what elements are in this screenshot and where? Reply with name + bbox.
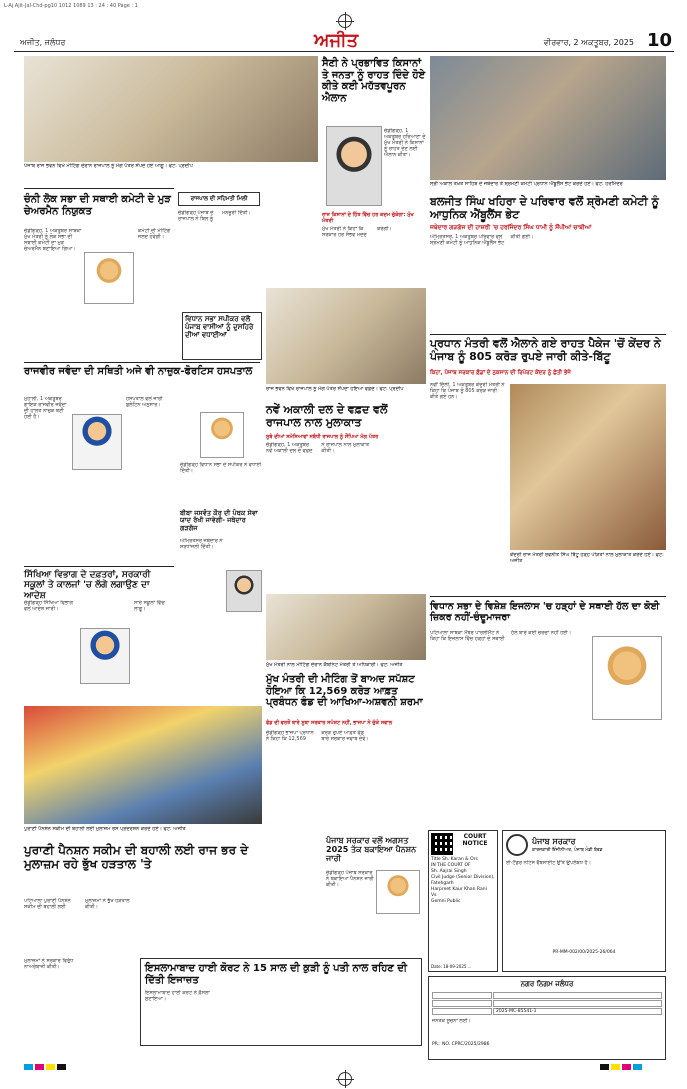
- cm-meeting-caption: ਮੁੱਖ ਮੰਤਰੀ ਨਾਲ ਮੀਟਿੰਗ ਦੌਰਾਨ ਕੈਬਨਿਟ ਮੰਤਰੀ ਤੇ ਅਧਿਕਾਰੀ। ਫੋਟੋ: ਅਜੀਤ: [266, 662, 403, 668]
- headline-channi: ਚੰਨੀ ਲੋਕ ਸਭਾ ਦੀ ਸਥਾਈ ਕਮੇਟੀ ਦੇ ਮੁੜ ਚੇਅਰਮੈਨ ਨਿਯੁਕਤ: [24, 194, 171, 217]
- headline-package: ਪ੍ਰਧਾਨ ਮੰਤਰੀ ਵਲੋਂ ਐਲਾਨੇ ਗਏ ਰਾਹਤ ਪੈਕੇਜ 'ਚੋਂ ਕੇਂਦਰ ਨੇ ਪੰਜਾਬ ਨੂੰ 805 ਕਰੋੜ ਰੁਪਏ ਜਾਰੀ ਕੀਤੇ-ਬਿੱਟੂ: [430, 337, 661, 363]
- ambulance-subhead: ਜਥੇਦਾਰ ਗੜਗੱਜ ਦੀ ਹਾਜ਼ਰੀ 'ਚ ਹਰਜਿੰਦਰ ਸਿੰਘ ਧਾਮੀ ਨੂੰ ਸੌਂਪੀਆਂ ਚਾਬੀਆਂ: [430, 224, 592, 231]
- photo-chandumajra: [592, 636, 662, 720]
- body-package: ਨਵੀਂ ਦਿੱਲੀ, 1 ਅਕਤੂਬਰ ਕੇਂਦਰੀ ਮੰਤਰੀ ਨੇ ਕਿਹਾ ਕਿ ਪੰਜਾਬ ਨੂੰ 805 ਕਰੋੜ ਜਾਰੀ ਕੀਤੇ ਗਏ ਹਨ।: [430, 382, 505, 400]
- cm-meeting-subhead: ਫੰਡ ਦੀ ਵਰਤੋਂ ਬਾਰੇ ਸੂਬਾ ਸਰਕਾਰ ਸਪੱਸ਼ਟ ਨਹੀਂ, ਭਾਜਪਾ ਨੇ ਚੁੱਕੇ ਸਵਾਲ: [266, 720, 393, 726]
- swatch: [35, 1064, 44, 1070]
- photo-rajbhavan-caption: ਪੰਜਾਬ ਰਾਜ ਭਵਨ ਵਿਖੇ ਮੀਟਿੰਗ ਦੌਰਾਨ ਰਾਜਪਾਲ ਨੂੰ ਮੰਗ ਪੱਤਰ ਸੌਂਪਦੇ ਹੋਏ ਆਗੂ। ਫੋਟੋ: ਪ੍ਰਦੀਪ: [24, 163, 193, 169]
- table-cell: [432, 1008, 492, 1015]
- body-islamabad: ਇਸਲਾਮਾਬਾਦ ਹਾਈ ਕੋਰਟ ਨੇ ਫ਼ੈਸਲਾ ਸੁਣਾਇਆ।: [145, 990, 210, 1002]
- registration-mark-icon: [338, 14, 352, 28]
- package-caption: ਕੇਂਦਰੀ ਰਾਜ ਮੰਤਰੀ ਰਵਨੀਤ ਸਿੰਘ ਬਿੱਟੂ ਹੜ੍ਹ ਪੀੜਤਾਂ ਨਾਲ ਮੁਲਾਕਾਤ ਕਰਦੇ ਹੋਏ। ਫੋਟੋ: ਅਜੀਤ: [510, 552, 664, 565]
- photo-rajbhavan-meeting: [24, 56, 318, 162]
- headline-obituary: ਬੀਬਾ ਜਸਵੰਤ ਕੌਰ ਦੀ ਪੰਥਕ ਸੇਵਾ ਯਾਦ ਰੱਖੀ ਜਾਵੇਗੀ- ਜਥੇਦਾਰ ਗੜਗੱਜ: [180, 509, 258, 532]
- court-notice-line: Title Sh. Karan & Ors: [431, 857, 478, 862]
- headline-islamabad: ਇਸਲਾਮਾਬਾਦ ਹਾਈ ਕੋਰਟ ਨੇ 15 ਸਾਲ ਦੀ ਕੁੜੀ ਨੂੰ ਪਤੀ ਨਾਲ ਰਹਿਣ ਦੀ ਦਿੱਤੀ ਇਜਾਜ਼ਤ: [145, 963, 407, 986]
- callout-box: ਰਾਜਪਾਲ ਦੀ ਸਹਿਮਤੀ ਮਿਲੀ: [178, 192, 260, 206]
- ambulance-caption: ਸ੍ਰੀ ਅਕਾਲ ਤਖ਼ਤ ਸਾਹਿਬ ਦੇ ਜਥੇਦਾਰ ਤੇ ਸ਼੍ਰੋਮਣੀ ਕਮੇਟੀ ਪ੍ਰਧਾਨ ਐਂਬੂਲੈਂਸ ਭੇਟ ਕਰਦੇ ਹੋਏ। ਫੋਟੋ: ਹਰਮਿੰਦਰ: [430, 181, 623, 187]
- nagar-table: [432, 992, 662, 1015]
- box-islamabad: [140, 958, 422, 1046]
- court-notice-line: Sh. Aajrai Singh: [431, 869, 467, 874]
- nagar-body: ਜਨਤਕ ਸੂਚਨਾ ਲਈ।: [432, 1018, 471, 1024]
- rule: [24, 362, 260, 363]
- body-flood-session: ਪਟਿਆਲਾ ਸਾਬਕਾ ਮੈਂਬਰ ਪਾਰਲੀਮੈਂਟ ਨੇ ਕਿਹਾ ਕਿ ਇਜਲਾਸ ਵਿੱਚ ਹੜ੍ਹਾਂ ਦੇ ਸਥਾਈ ਹੱਲ ਬਾਰੇ ਕੋਈ ਚਰਚਾ ਨਹੀਂ ਹੋਈ।: [430, 630, 572, 642]
- body-schools-b: ਸਾਰੇ ਸਕੂਲਾਂ ਵਿੱਚ ਲਾਗੂ।: [134, 600, 165, 612]
- photo-speaker: [200, 412, 244, 458]
- swatch: [46, 1064, 55, 1070]
- rule: [24, 188, 174, 189]
- headline-agrasr: ਪੰਜਾਬ ਸਰਕਾਰ ਵਲੋਂ ਅਗਸਤ 2025 ਤੱਕ ਬਕਾਇਆ ਪੈਨਸ਼ਨ ਜਾਰੀ: [326, 836, 417, 864]
- body-ambulance: ਅੰਮ੍ਰਿਤਸਰ, 1 ਅਕਤੂਬਰ ਪਰਿਵਾਰ ਵਲੋਂ ਸ਼੍ਰੋਮਣੀ ਕਮੇਟੀ ਨੂੰ ਆਧੁਨਿਕ ਐਂਬੂਲੈਂਸ ਭੇਟ ਕੀਤੀ ਗਈ।: [430, 234, 534, 246]
- swatch: [600, 1064, 609, 1070]
- govt-sub: ਕਾਰਜਕਾਰੀ ਇੰਜੀਨੀਅਰ, ਪੰਜਾਬ ਮੰਡੀ ਬੋਰਡ: [532, 848, 603, 853]
- headline-cm-meeting: ਮੁੱਖ ਮੰਤਰੀ ਦੀ ਮੀਟਿੰਗ ਤੋਂ ਬਾਅਦ ਸਪੱਸ਼ਟ ਹੋਇਆ ਕਿ 12,569 ਕਰੋੜ ਆਫ਼ਤ ਪ੍ਰਬੰਧਨ ਫੰਡ ਦੀ ਆਖਿਆ-ਅਸ਼ਵਨੀ ਸ਼ਰਮਾ: [266, 674, 423, 708]
- photo-schools: [80, 628, 130, 684]
- masthead-name: ਅਜੀਤ: [314, 30, 359, 51]
- rule: [430, 596, 666, 597]
- court-notice-title: COURT NOTICE: [462, 833, 488, 847]
- print-info: L-Aj Ajit-Jal-Chd-pg10 1012 1089 13 : 24 : 40 Page : 1: [4, 3, 138, 9]
- photo-rajvir: [72, 414, 122, 470]
- swatch: [633, 1064, 642, 1070]
- masthead: [14, 30, 674, 52]
- court-notice-line: Civil Judge (Senior Division), Fatehgarh: [431, 875, 495, 886]
- body-agrasr: ਚੰਡੀਗੜ੍ਹ ਪੰਜਾਬ ਸਰਕਾਰ ਨੇ ਬਕਾਇਆ ਪੈਨਸ਼ਨ ਜਾਰੀ ਕੀਤੀ।: [326, 870, 374, 888]
- body-saini-cont: ਮੁੱਖ ਮੰਤਰੀ ਨੇ ਕਿਹਾ ਕਿ ਸਰਕਾਰ ਹਰ ਸੰਭਵ ਮਦਦ ਕਰੇਗੀ।: [322, 226, 392, 238]
- body-channi-a: ਚੰਡੀਗੜ੍ਹ, 1 ਅਕਤੂਬਰ ਸਾਬਕਾ ਮੁੱਖ ਮੰਤਰੀ ਨੂੰ ਲੋਕ ਸਭਾ ਦੀ ਸਥਾਈ ਕਮੇਟੀ ਦਾ ਮੁੜ ਚੇਅਰਮੈਨ ਬਣਾਇਆ ਗਿਆ।: [24, 228, 82, 252]
- swatch: [24, 1064, 33, 1070]
- headline-saini: ਸੈਣੀ ਨੇ ਪ੍ਰਭਾਵਿਤ ਕਿਸਾਨਾਂ ਤੇ ਜਨਤਾ ਨੂੰ ਰਾਹਤ ਦਿੰਦੇ ਹੋਏ ਕੀਤੇ ਕਈ ਮਹੱਤਵਪੂਰਨ ਐਲਾਨ: [322, 58, 426, 104]
- body-rajvir-b: ਹਸਪਤਾਲ ਵਲੋਂ ਜਾਰੀ ਬੁਲੇਟਿਨ ਅਨੁਸਾਰ।: [126, 396, 163, 408]
- photo-ambulance: [430, 56, 666, 180]
- photo-akali-delegation: [266, 288, 426, 384]
- court-notice-line: Gemni Public: [431, 899, 461, 904]
- registration-mark-icon: [338, 1072, 352, 1086]
- headline-flood-session: ਵਿਧਾਨ ਸਭਾ ਦੇ ਵਿਸ਼ੇਸ਼ ਇਜਲਾਸ 'ਚ ਹੜ੍ਹਾਂ ਦੇ ਸਥਾਈ ਹੱਲ ਦਾ ਕੋਈ ਜ਼ਿਕਰ ਨਹੀਂ-ਚੰਦੂਮਾਜਰਾ: [430, 601, 660, 623]
- headline-akali: ਨਵੇਂ ਅਕਾਲੀ ਦਲ ਦੇ ਵਫ਼ਦ ਵਲੋਂ ਰਾਜਪਾਲ ਨਾਲ ਮੁਲਾਕਾਤ: [266, 403, 388, 429]
- color-bar: [24, 1064, 66, 1070]
- headline-schools: ਸਿੱਖਿਆ ਵਿਭਾਗ ਦੇ ਦਫ਼ਤਰਾਂ, ਸਰਕਾਰੀ ਸਕੂਲਾਂ ਤੇ ਕਾਲਜਾਂ 'ਚ ਲੱਗੇ ਲਗਾਉਣ ਦਾ ਆਦੇਸ਼: [24, 570, 151, 601]
- body-cm-meeting: ਚੰਡੀਗੜ੍ਹ ਭਾਜਪਾ ਪ੍ਰਧਾਨ ਨੇ ਕਿਹਾ ਕਿ 12,569 ਕਰੋੜ ਰੁਪਏ ਆਫ਼ਤ ਫੰਡ ਬਾਰੇ ਸਰਕਾਰ ਜਵਾਬ ਦੇਵੇ।: [266, 730, 369, 742]
- akali-subhead: ਸੂਬੇ ਦੀਆਂ ਸਮੱਸਿਆਵਾਂ ਸਬੰਧੀ ਰਾਜਪਾਲ ਨੂੰ ਸੌਂਪਿਆ ਮੰਗ ਪੱਤਰ: [266, 434, 379, 440]
- table-cell: [493, 992, 662, 999]
- govt-header: ਪੰਜਾਬ ਸਰਕਾਰ: [532, 837, 576, 846]
- rule: [430, 334, 666, 335]
- nagar-footer: PR.: NO. CPRC/2025/2986: [432, 1042, 490, 1047]
- body-schools-a: ਚੰਡੀਗੜ੍ਹ ਸਿੱਖਿਆ ਵਿਭਾਗ ਵਲੋਂ ਆਦੇਸ਼ ਜਾਰੀ।: [24, 600, 73, 612]
- headline-speaker: ਵਿਧਾਨ ਸਭਾ ਸਪੀਕਰ ਵਲੋਂ ਪੰਜਾਬ ਵਾਸੀਆਂ ਨੂੰ ਦੁਸਹਿਰੇ ਦੀਆਂ ਵਧਾਈਆਂ: [185, 315, 254, 340]
- pension-caption: ਪੁਰਾਣੀ ਪੈਨਸ਼ਨ ਸਕੀਮ ਦੀ ਬਹਾਲੀ ਲਈ ਮੁਲਾਜ਼ਮ ਰੋਸ ਪ੍ਰਦਰਸ਼ਨ ਕਰਦੇ ਹੋਏ। ਫੋਟੋ: ਅਜੀਤ: [24, 826, 186, 832]
- ad-nagar-nigam: [428, 976, 666, 1060]
- headline-pension: ਪੁਰਾਣੀ ਪੈਨਸ਼ਨ ਸਕੀਮ ਦੀ ਬਹਾਲੀ ਲਈ ਰਾਜ ਭਰ ਦੇ ਮੁਲਾਜ਼ਮ ਰਹੇ ਭੁੱਖ ਹੜਤਾਲ 'ਤੇ: [24, 843, 249, 871]
- body-saini: ਚੰਡੀਗੜ੍ਹ, 1 ਅਕਤੂਬਰ ਹਰਿਆਣਾ ਦੇ ਮੁੱਖ ਮੰਤਰੀ ਨੇ ਕਿਸਾਨਾਂ ਨੂੰ ਰਾਹਤ ਦੇਣ ਲਈ ਐਲਾਨ ਕੀਤਾ।: [384, 128, 426, 158]
- photo-obituary: [226, 570, 262, 612]
- swatch: [57, 1064, 66, 1070]
- body-pension: ਪਟਿਆਲਾ ਪੁਰਾਣੀ ਪੈਨਸ਼ਨ ਸਕੀਮ ਦੀ ਬਹਾਲੀ ਲਈ ਮੁਲਾਜ਼ਮਾਂ ਨੇ ਭੁੱਖ ਹੜਤਾਲ ਕੀਤੀ।: [24, 898, 130, 910]
- court-notice-line: Vs: [431, 893, 437, 898]
- body-callout: ਚੰਡੀਗੜ੍ਹ ਪੰਜਾਬ ਦੇ ਰਾਜਪਾਲ ਨੇ ਬਿਲ ਨੂੰ ਮਨਜ਼ੂਰੀ ਦਿੱਤੀ।: [178, 210, 251, 222]
- govt-body: ਈ-ਟੈਂਡਰ ਨੋਟਿਸ ਵੈੱਬਸਾਈਟ ਉੱਤੇ ਉਪਲੱਬਧ ਹੈ।: [506, 860, 591, 866]
- rule: [24, 566, 174, 567]
- photo-channi: [84, 252, 134, 304]
- photo-cm-meeting: [266, 594, 426, 660]
- ad-punjab-govt: [502, 830, 666, 972]
- court-notice-footer: Date: 18-09-2025 ...: [431, 964, 472, 969]
- body-pension-cont: ਮੁਲਾਜ਼ਮਾਂ ਨੇ ਸਰਕਾਰ ਵਿਰੁੱਧ ਨਾਅਰੇਬਾਜ਼ੀ ਕੀਤੀ।: [24, 958, 74, 970]
- swatch: [622, 1064, 631, 1070]
- tender-line: PR-MM-002/00/2025-26/064: [552, 950, 616, 955]
- headline-ambulance: ਬਲਜੀਤ ਸਿੰਘ ਖਹਿਰਾ ਦੇ ਪਰਿਵਾਰ ਵਲੋਂ ਸ਼੍ਰੋਮਣੀ ਕਮੇਟੀ ਨੂੰ ਆਧੁਨਿਕ ਐਂਬੂਲੈਂਸ ਭੇਟ: [430, 195, 659, 221]
- photo-bittu-flood: [510, 384, 666, 550]
- nagar-code: 2025-MC-85541-1: [493, 1008, 662, 1015]
- body-speaker: ਚੰਡੀਗੜ੍ਹ ਵਿਧਾਨ ਸਭਾ ਦੇ ਸਪੀਕਰ ਨੇ ਵਧਾਈ ਦਿੱਤੀ।: [180, 462, 262, 474]
- table-cell: [432, 992, 492, 999]
- page-number: 10: [646, 30, 672, 51]
- court-notice-line: IN THE COURT OF: [431, 863, 471, 868]
- court-notice-lines: [431, 855, 495, 905]
- masthead-city: ਅਜੀਤ, ਜਲੰਧਰ: [20, 38, 66, 47]
- body-obituary: ਅੰਮ੍ਰਿਤਸਰ ਜਥੇਦਾਰ ਨੇ ਸ਼ਰਧਾਂਜਲੀ ਦਿੱਤੀ।: [180, 538, 223, 550]
- table-cell: [432, 1000, 492, 1007]
- photo-pension-protest: [24, 706, 262, 824]
- ad-court-notice: [428, 830, 498, 972]
- qr-code-icon: [431, 833, 453, 855]
- masthead-date: ਵੀਰਵਾਰ, 2 ਅਕਤੂਬਰ, 2025: [543, 38, 634, 47]
- body-akali: ਚੰਡੀਗੜ੍ਹ, 1 ਅਕਤੂਬਰ ਨਵੇਂ ਅਕਾਲੀ ਦਲ ਦੇ ਵਫ਼ਦ ਨੇ ਰਾਜਪਾਲ ਨਾਲ ਮੁਲਾਕਾਤ ਕੀਤੀ।: [266, 442, 370, 454]
- court-notice-line: Harpreet Kaur Khan Rani: [431, 887, 487, 892]
- body-rajvir-a: ਮੁਹਾਲੀ, 1 ਅਕਤੂਬਰ ਗਾਇਕ ਰਾਜਵੀਰ ਜਵੰਦਾ ਦੀ ਹਾਲਤ ਨਾਜ਼ੁਕ ਬਣੀ ਹੋਈ ਹੈ।: [24, 396, 67, 420]
- box-speaker: [182, 312, 262, 360]
- package-subhead: ਕਿਹਾ, ਪੰਜਾਬ ਸਰਕਾਰ ਫ਼ੰਡਾਂ ਦੇ ਨੁਕਸਾਨ ਦੀ ਰਿਪੋਰਟ ਕੇਂਦਰ ਨੂੰ ਛੇਤੀ ਭੇਜੇ: [430, 370, 571, 376]
- akali-caption: ਰਾਜ ਭਵਨ ਵਿਖੇ ਰਾਜਪਾਲ ਨੂੰ ਮੰਗ ਪੱਤਰ ਸੌਂਪਦਾ ਹੋਇਆ ਵਫ਼ਦ। ਫੋਟੋ: ਪ੍ਰਦੀਪ: [266, 386, 404, 392]
- swatch: [611, 1064, 620, 1070]
- photo-saini: [326, 126, 382, 206]
- photo-agrasr: [376, 870, 420, 914]
- body-channi-b: ਕਮੇਟੀ ਦੀ ਮੀਟਿੰਗ ਜਲਦ ਹੋਵੇਗੀ।: [138, 228, 171, 240]
- color-bar: [600, 1064, 642, 1070]
- headline-rajvir: ਰਾਜਵੀਰ ਜਵੰਦਾ ਦੀ ਸਥਿਤੀ ਅਜੇ ਵੀ ਨਾਜ਼ੁਕ-ਫੋਰਟਿਸ ਹਸਪਤਾਲ: [24, 366, 253, 377]
- govt-emblem-icon: [506, 834, 528, 856]
- nagar-nigam-title: ਨਗਰ ਨਿਗਮ ਜਲੰਧਰ: [520, 980, 574, 988]
- saini-tag: ਰਾਜ ਕਿਸਾਨਾਂ ਦੇ ਹਿੱਤ ਵਿੱਚ ਹਰ ਕਦਮ ਚੁੱਕੇਗਾ: ਮੁੱਖ ਮੰਤਰੀ: [322, 212, 414, 224]
- table-cell: [493, 1000, 662, 1007]
